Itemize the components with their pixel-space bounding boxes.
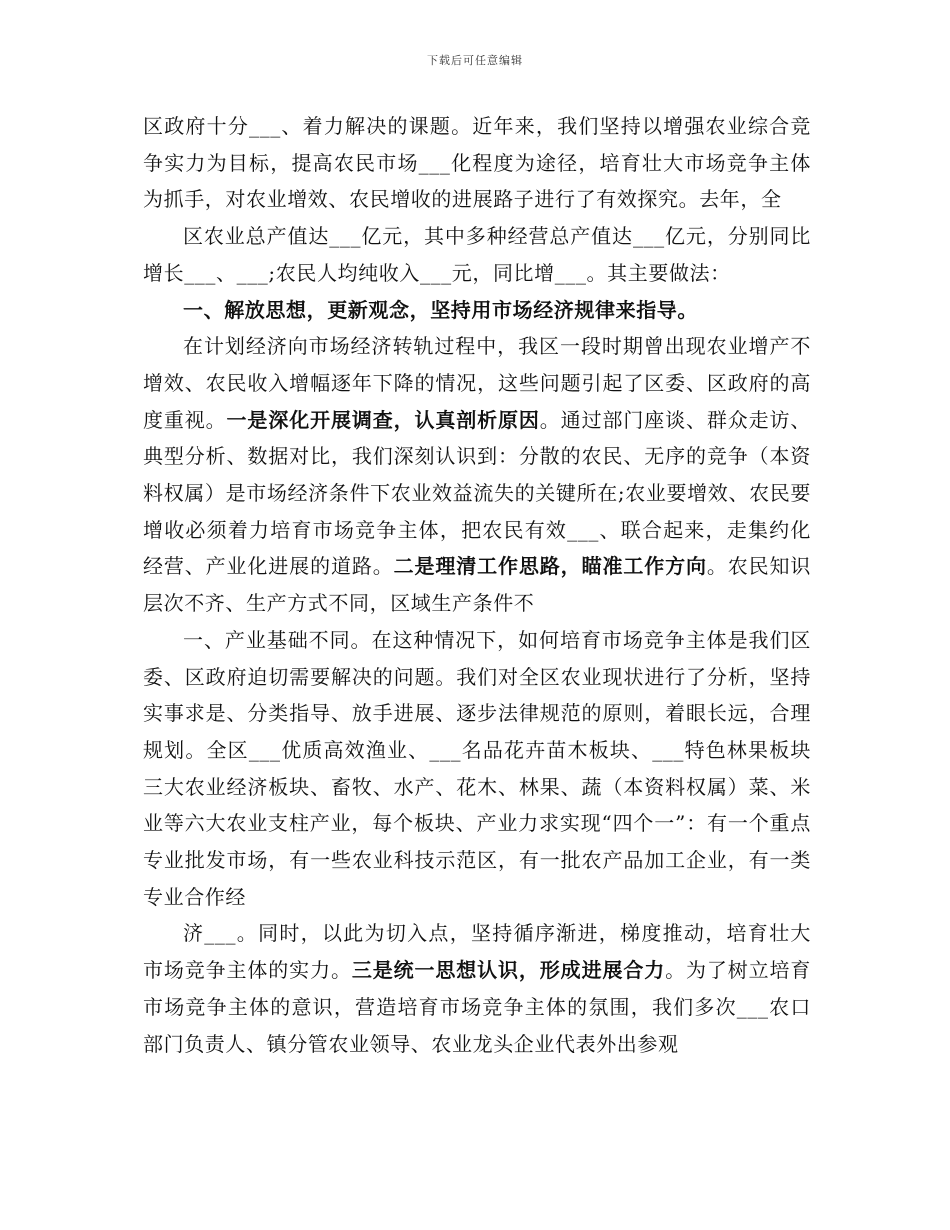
text-span: 济___。同时，以此为切入点，坚持循序渐进，梯度推动，培育壮大市场竞争主体的实力。	[143, 921, 811, 983]
paragraph-2	[143, 218, 811, 291]
paragraph-1	[143, 108, 811, 218]
page-header: 下载后可任意编辑	[427, 54, 523, 67]
text-span: 区农业总产值达___亿元，其中多种经营总产值达___亿元，分别同比增长___、___;农民人均纯收入___元，同比增___。其主要做法：	[143, 224, 811, 285]
text-span: 。为了树立培育市场竞争主体的意识，营造培育市场竞争主体的氛围，我们多次___农口部门负责人、镇分管农业领导、农业龙头企业代表外出参观	[143, 958, 812, 1056]
bold-point-3: 三是统一思想认识，形成进展合力	[351, 958, 666, 983]
text-span: 一、产业基础不同。在这种情况下，如何培育市场竞争主体是我们区委、区政府迫切需要解决的问题。我们对全区农业现状进行了分析，坚持实事求是、分类指导、放手进展、逐步法律规范的原则，着眼长远，合理规划。全区___优质高效渔业、___名品花卉苗木板块、___特色林果板块三大农业经济板块、畜牧、水产、花木、林果、蔬（本资料权属）菜、米业等六大农业支柱产业，每个板块、产业力求实现“四个一”：有一个重点专业批发市场，有一些农业科技示范区，有一批农产品加工企业，有一类专业合作经	[143, 627, 811, 909]
paragraph-5	[143, 622, 811, 916]
section-heading	[143, 292, 811, 329]
document-body	[143, 108, 811, 1062]
bold-point-2: 二是理清工作思路，瞄准工作方向	[393, 554, 707, 579]
text-span: 。农民知识层次不齐、生产方式不同，区域生产条件不	[143, 554, 812, 616]
text-span: 。通过部门座谈、群众走访、典型分析、数据对比，我们深刻认识到：分散的农民、无序的竞争（本资料权属）是市场经济条件下农业效益流失的关键所在;农业要增效、农民要增收必须着力培育市场竞争主体，把农民有效___、联合起来，走集约化经营、产业化进展的道路。	[143, 407, 811, 579]
text-span: 区政府十分___、着力解决的课题。近年来，我们坚持以增强农业综合竞争实力为目标，提高农民市场___化程度为途径，培育壮大市场竞争主体为抓手，对农业增效、农民增收的进展路子进行了有效探究。去年，全	[143, 114, 811, 212]
bold-point-1: 一是深化开展调查，认真剖析原因	[226, 407, 540, 432]
heading-text: 一、解放思想，更新观念，坚持用市场经济规律来指导。	[183, 297, 698, 322]
paragraph-4	[143, 328, 811, 622]
text-span: 在计划经济向市场经济转轨过程中，我区一段时期曾出现农业增产不增效、农民收入增幅逐年下降的情况，这些问题引起了区委、区政府的高度重视。	[143, 334, 811, 432]
paragraph-6	[143, 915, 811, 1062]
